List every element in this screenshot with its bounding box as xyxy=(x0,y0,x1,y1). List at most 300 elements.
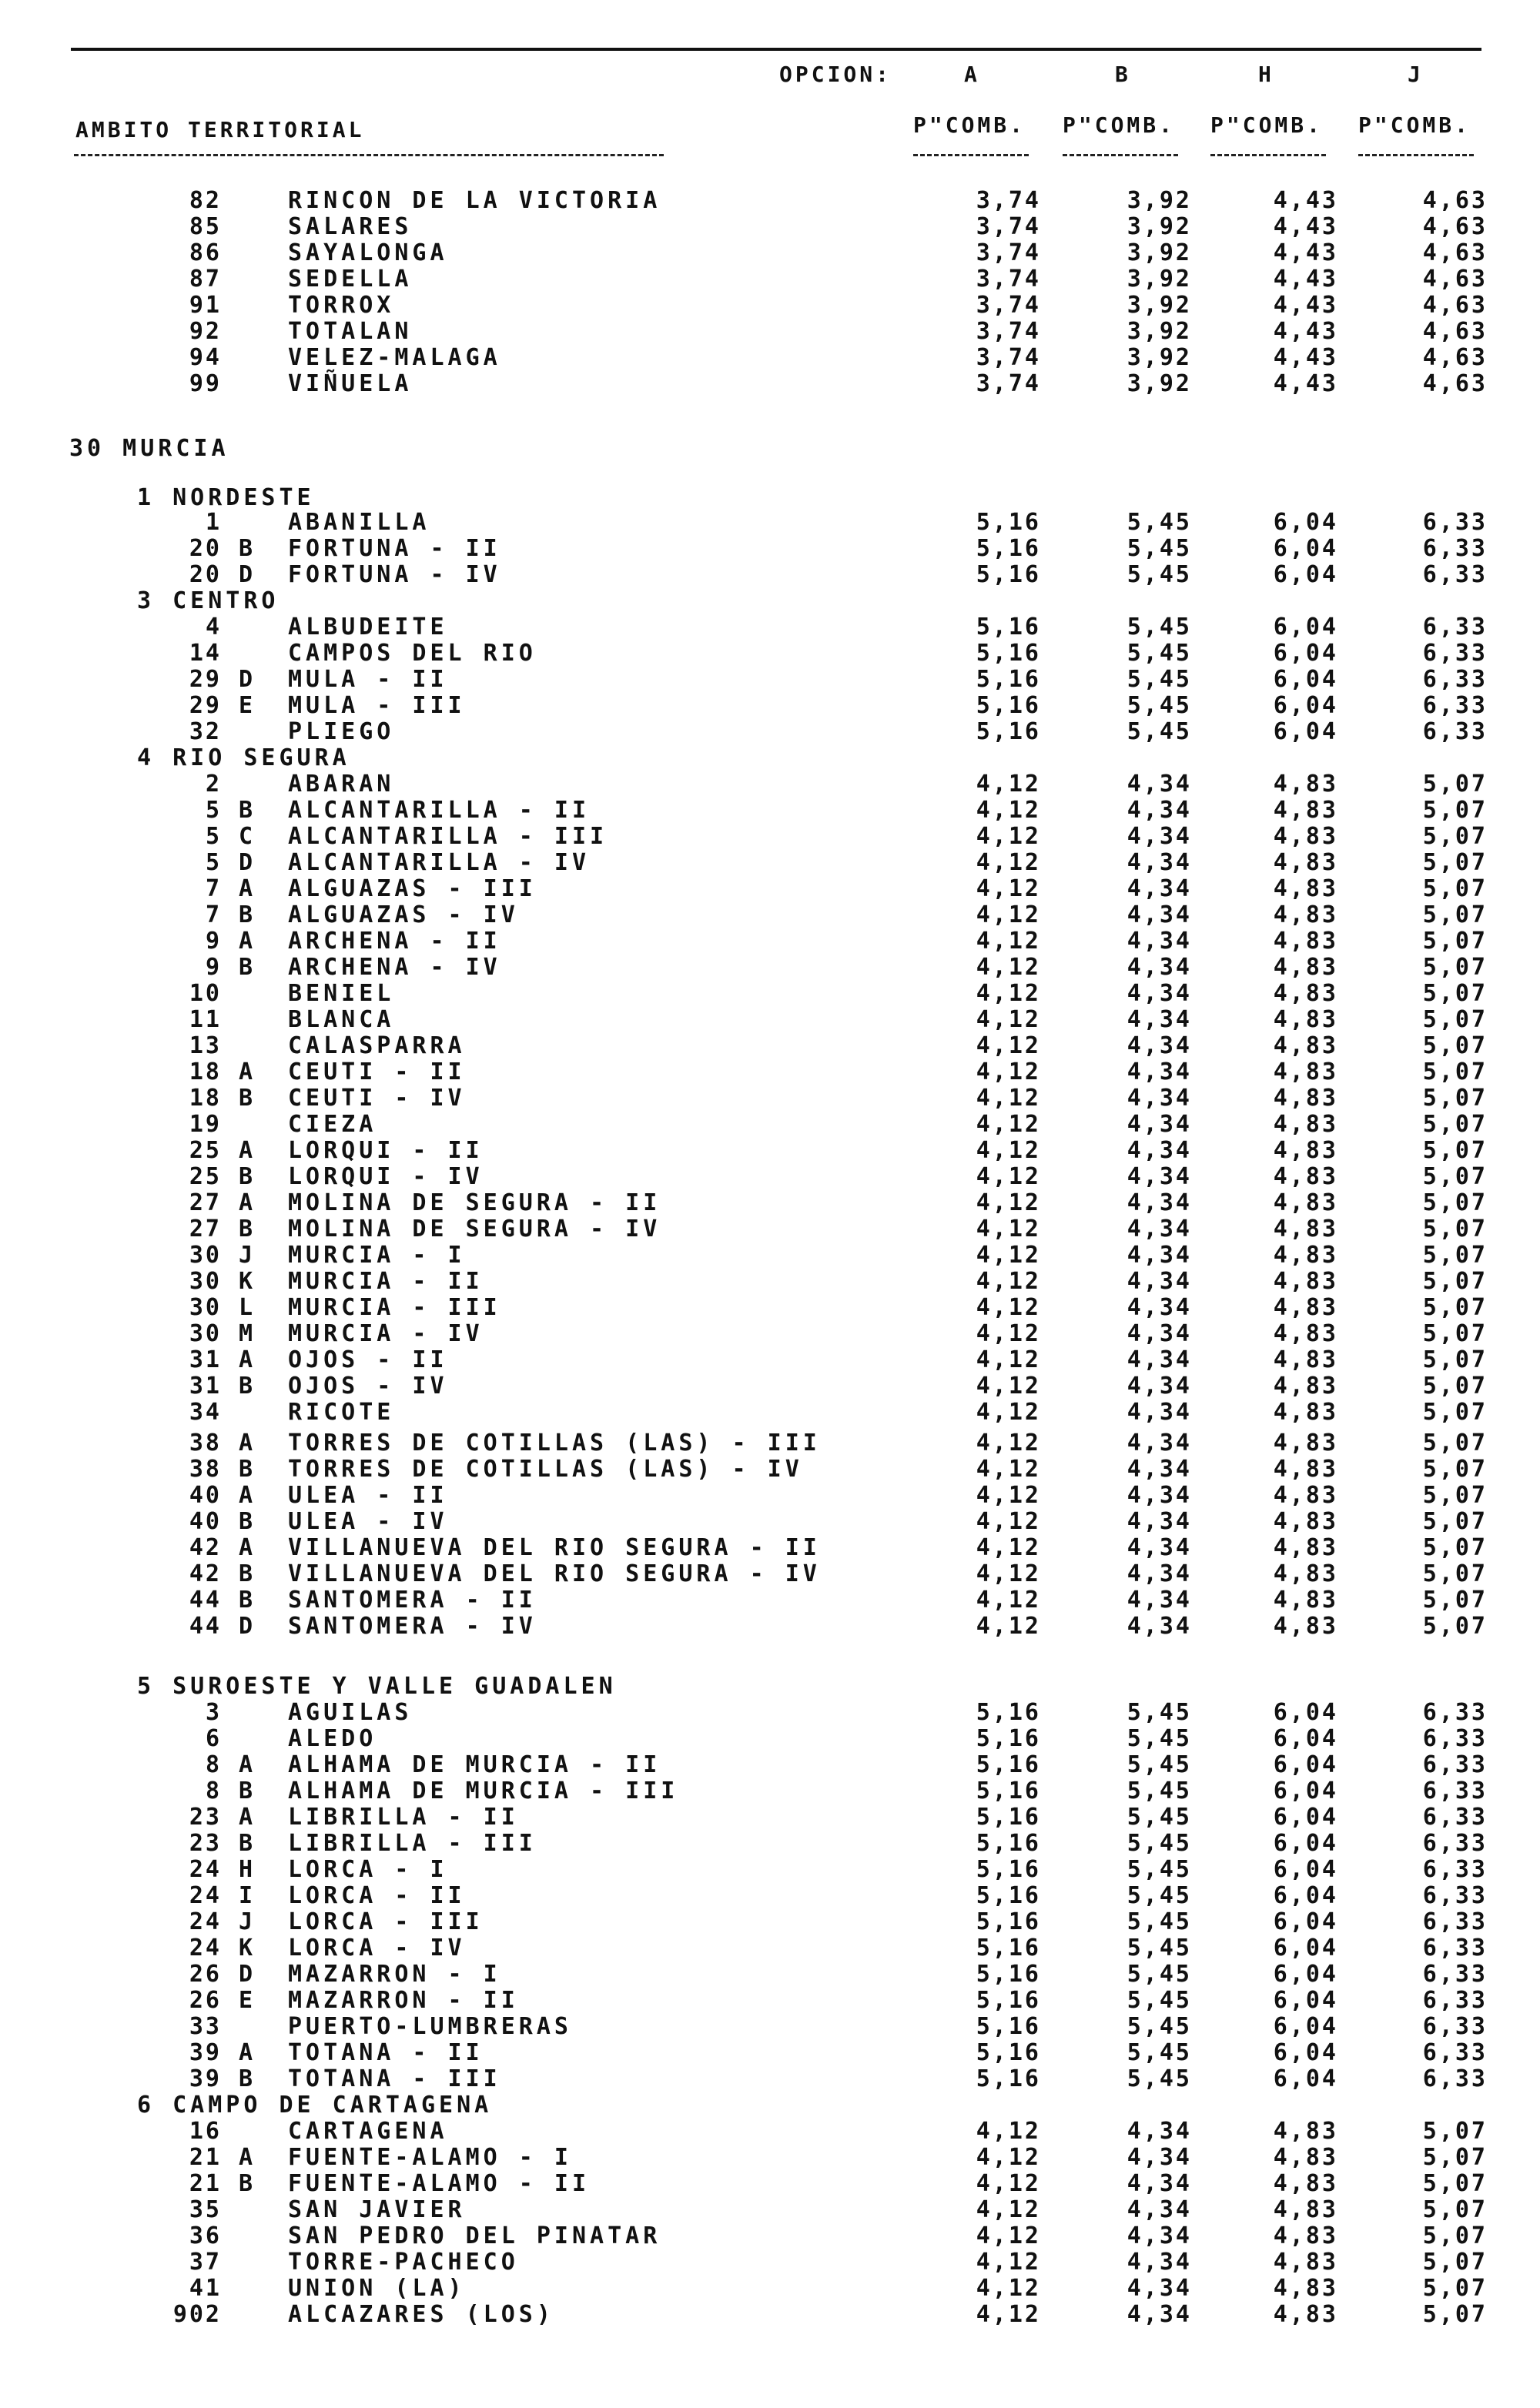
municipality-name: ULEA - IV xyxy=(288,1508,448,1535)
municipality-suffix: B xyxy=(239,954,257,981)
municipality-code: 21 xyxy=(189,2170,222,2197)
price-value-b: 4,34 xyxy=(1127,1268,1192,1295)
price-value-h: 4,43 xyxy=(1273,318,1338,345)
price-value-a: 5,16 xyxy=(976,1961,1041,1988)
municipality-name: CALASPARRA xyxy=(288,1032,466,1059)
municipality-name: CIEZA xyxy=(288,1111,377,1138)
price-value-b: 4,34 xyxy=(1127,1430,1192,1457)
municipality-suffix: A xyxy=(239,1751,257,1778)
municipality-code: 33 xyxy=(189,2013,222,2040)
col-label-j: P"COMB. xyxy=(1358,112,1471,138)
municipality-suffix: J xyxy=(239,1242,257,1269)
price-value-b: 5,45 xyxy=(1127,509,1192,536)
price-value-a: 4,12 xyxy=(976,1560,1041,1587)
municipality-code: 31 xyxy=(189,1346,222,1373)
municipality-code: 41 xyxy=(189,2275,222,2302)
municipality-code: 32 xyxy=(189,718,222,745)
price-value-b: 5,45 xyxy=(1127,1882,1192,1909)
municipality-code: 7 xyxy=(205,901,222,928)
price-value-b: 4,34 xyxy=(1127,2170,1192,2197)
price-value-a: 4,12 xyxy=(976,954,1041,981)
price-value-a: 4,12 xyxy=(976,1059,1041,1085)
price-value-b: 4,34 xyxy=(1127,1346,1192,1373)
municipality-suffix: C xyxy=(239,823,257,850)
price-value-b: 5,45 xyxy=(1127,561,1192,588)
municipality-code: 30 xyxy=(189,1294,222,1321)
price-value-a: 4,12 xyxy=(976,2196,1041,2223)
municipality-suffix: I xyxy=(239,1882,257,1909)
municipality-code: 29 xyxy=(189,666,222,693)
price-value-h: 4,83 xyxy=(1273,2249,1338,2276)
price-value-a: 5,16 xyxy=(976,2039,1041,2066)
municipality-name: ABANILLA xyxy=(288,509,430,536)
price-value-a: 5,16 xyxy=(976,1882,1041,1909)
municipality-code: 18 xyxy=(189,1059,222,1085)
price-value-h: 6,04 xyxy=(1273,1961,1338,1988)
price-value-h: 4,83 xyxy=(1273,2222,1338,2249)
municipality-name: ULEA - II xyxy=(288,1482,448,1509)
municipality-suffix: B xyxy=(239,1085,257,1112)
price-value-h: 4,83 xyxy=(1273,980,1338,1007)
price-value-b: 4,34 xyxy=(1127,823,1192,850)
municipality-name: TORROX xyxy=(288,292,395,319)
price-value-h: 4,83 xyxy=(1273,1482,1338,1509)
price-value-j: 5,07 xyxy=(1422,928,1488,955)
price-value-h: 4,43 xyxy=(1273,213,1338,240)
municipality-name: ALGUAZAS - IV xyxy=(288,901,519,928)
price-value-b: 3,92 xyxy=(1127,292,1192,319)
price-value-b: 5,45 xyxy=(1127,692,1192,719)
municipality-code: 23 xyxy=(189,1830,222,1857)
municipality-name: SAN JAVIER xyxy=(288,2196,466,2223)
price-value-a: 5,16 xyxy=(976,640,1041,667)
price-value-a: 5,16 xyxy=(976,1804,1041,1831)
municipality-name: ALHAMA DE MURCIA - II xyxy=(288,1751,661,1778)
municipality-name: MURCIA - II xyxy=(288,1268,484,1295)
municipality-code: 5 xyxy=(205,797,222,824)
municipality-code: 8 xyxy=(205,1751,222,1778)
price-value-h: 6,04 xyxy=(1273,2013,1338,2040)
municipality-code: 82 xyxy=(189,187,222,214)
municipality-code: 7 xyxy=(205,875,222,902)
price-value-j: 6,33 xyxy=(1422,509,1488,536)
price-value-j: 5,07 xyxy=(1422,954,1488,981)
price-value-h: 4,83 xyxy=(1273,1242,1338,1269)
municipality-name: LIBRILLA - III xyxy=(288,1830,537,1857)
price-value-j: 5,07 xyxy=(1422,1456,1488,1483)
municipality-suffix: A xyxy=(239,1804,257,1831)
price-value-b: 4,34 xyxy=(1127,2249,1192,2276)
municipality-name: VILLANUEVA DEL RIO SEGURA - IV xyxy=(288,1560,821,1587)
price-value-b: 4,34 xyxy=(1127,875,1192,902)
price-value-h: 4,43 xyxy=(1273,187,1338,214)
price-value-a: 4,12 xyxy=(976,928,1041,955)
price-value-h: 6,04 xyxy=(1273,1882,1338,1909)
price-value-a: 4,12 xyxy=(976,1430,1041,1457)
municipality-name: SAYALONGA xyxy=(288,239,448,266)
municipality-code: 5 xyxy=(205,849,222,876)
price-value-b: 4,34 xyxy=(1127,980,1192,1007)
price-value-a: 5,16 xyxy=(976,666,1041,693)
price-value-b: 5,45 xyxy=(1127,1778,1192,1804)
municipality-name: ALCANTARILLA - IV xyxy=(288,849,591,876)
municipality-name: SANTOMERA - II xyxy=(288,1587,537,1614)
price-value-h: 6,04 xyxy=(1273,692,1338,719)
price-value-a: 4,12 xyxy=(976,2144,1041,2171)
price-value-h: 4,83 xyxy=(1273,1587,1338,1614)
price-value-a: 4,12 xyxy=(976,849,1041,876)
price-value-h: 4,83 xyxy=(1273,1399,1338,1426)
municipality-suffix: K xyxy=(239,1935,257,1962)
option-a: A xyxy=(964,62,980,87)
price-value-a: 5,16 xyxy=(976,1751,1041,1778)
price-value-b: 4,34 xyxy=(1127,1294,1192,1321)
price-value-b: 4,34 xyxy=(1127,1560,1192,1587)
price-value-b: 4,34 xyxy=(1127,1189,1192,1216)
price-value-j: 6,33 xyxy=(1422,1961,1488,1988)
price-value-b: 4,34 xyxy=(1127,1216,1192,1242)
price-value-h: 4,83 xyxy=(1273,1189,1338,1216)
price-value-j: 5,07 xyxy=(1422,1189,1488,1216)
municipality-suffix: L xyxy=(239,1294,257,1321)
price-value-h: 4,43 xyxy=(1273,370,1338,397)
price-value-a: 3,74 xyxy=(976,292,1041,319)
price-value-j: 5,07 xyxy=(1422,2301,1488,2328)
municipality-code: 44 xyxy=(189,1587,222,1614)
price-value-a: 4,12 xyxy=(976,1268,1041,1295)
municipality-suffix: J xyxy=(239,1908,257,1935)
municipality-name: ALBUDEITE xyxy=(288,614,448,640)
price-value-h: 4,43 xyxy=(1273,344,1338,371)
municipality-suffix: D xyxy=(239,1613,257,1640)
price-value-a: 5,16 xyxy=(976,1987,1041,2014)
municipality-code: 20 xyxy=(189,561,222,588)
municipality-name: PLIEGO xyxy=(288,718,395,745)
municipality-code: 30 xyxy=(189,1320,222,1347)
municipality-suffix: A xyxy=(239,1534,257,1561)
price-value-a: 4,12 xyxy=(976,1346,1041,1373)
municipality-code: 85 xyxy=(189,213,222,240)
price-value-h: 4,83 xyxy=(1273,875,1338,902)
price-value-j: 5,07 xyxy=(1422,1137,1488,1164)
price-value-a: 5,16 xyxy=(976,535,1041,562)
municipality-name: CEUTI - II xyxy=(288,1059,466,1085)
municipality-name: ALEDO xyxy=(288,1725,377,1752)
municipality-code: 39 xyxy=(189,2065,222,2092)
municipality-suffix: B xyxy=(239,1456,257,1483)
price-value-h: 4,83 xyxy=(1273,1430,1338,1457)
municipality-code: 35 xyxy=(189,2196,222,2223)
price-value-b: 4,34 xyxy=(1127,1032,1192,1059)
municipality-code: 13 xyxy=(189,1032,222,1059)
municipality-name: SALARES xyxy=(288,213,413,240)
municipality-name: MULA - III xyxy=(288,692,466,719)
price-value-j: 5,07 xyxy=(1422,1006,1488,1033)
price-value-a: 4,12 xyxy=(976,1189,1041,1216)
price-value-j: 5,07 xyxy=(1422,849,1488,876)
price-value-a: 4,12 xyxy=(976,1216,1041,1242)
price-value-j: 6,33 xyxy=(1422,692,1488,719)
price-value-j: 5,07 xyxy=(1422,1268,1488,1295)
price-value-j: 5,07 xyxy=(1422,2222,1488,2249)
price-value-a: 4,12 xyxy=(976,2301,1041,2328)
price-value-b: 4,34 xyxy=(1127,1456,1192,1483)
price-value-h: 6,04 xyxy=(1273,561,1338,588)
price-value-j: 5,07 xyxy=(1422,1085,1488,1112)
municipality-code: 31 xyxy=(189,1373,222,1400)
price-value-h: 6,04 xyxy=(1273,1935,1338,1962)
comarca-heading: 3 CENTRO xyxy=(137,587,280,614)
price-value-h: 4,83 xyxy=(1273,2170,1338,2197)
municipality-name: MOLINA DE SEGURA - IV xyxy=(288,1216,661,1242)
price-value-a: 4,12 xyxy=(976,1163,1041,1190)
price-value-j: 5,07 xyxy=(1422,980,1488,1007)
price-value-j: 5,07 xyxy=(1422,1059,1488,1085)
municipality-name: SEDELLA xyxy=(288,266,413,293)
price-value-h: 4,83 xyxy=(1273,1294,1338,1321)
price-value-h: 4,83 xyxy=(1273,1534,1338,1561)
price-value-a: 4,12 xyxy=(976,797,1041,824)
price-value-j: 5,07 xyxy=(1422,2275,1488,2302)
price-value-j: 5,07 xyxy=(1422,1111,1488,1138)
price-value-h: 4,83 xyxy=(1273,901,1338,928)
price-value-j: 5,07 xyxy=(1422,1587,1488,1614)
price-value-j: 6,33 xyxy=(1422,1699,1488,1726)
price-value-a: 4,12 xyxy=(976,1320,1041,1347)
price-value-j: 6,33 xyxy=(1422,1987,1488,2014)
municipality-code: 99 xyxy=(189,370,222,397)
municipality-suffix: B xyxy=(239,1373,257,1400)
municipality-name: BLANCA xyxy=(288,1006,395,1033)
price-value-h: 4,43 xyxy=(1273,266,1338,293)
municipality-suffix: A xyxy=(239,2039,257,2066)
price-value-h: 6,04 xyxy=(1273,2039,1338,2066)
price-value-a: 4,12 xyxy=(976,1242,1041,1269)
municipality-suffix: H xyxy=(239,1856,257,1883)
municipality-code: 5 xyxy=(205,823,222,850)
price-value-j: 5,07 xyxy=(1422,797,1488,824)
price-value-h: 4,83 xyxy=(1273,797,1338,824)
municipality-name: SANTOMERA - IV xyxy=(288,1613,537,1640)
price-value-j: 5,07 xyxy=(1422,901,1488,928)
municipality-suffix: A xyxy=(239,928,257,955)
municipality-name: FUENTE-ALAMO - II xyxy=(288,2170,591,2197)
price-value-a: 5,16 xyxy=(976,692,1041,719)
municipality-code: 91 xyxy=(189,292,222,319)
price-value-b: 4,34 xyxy=(1127,1534,1192,1561)
price-value-h: 6,04 xyxy=(1273,2065,1338,2092)
price-value-a: 4,12 xyxy=(976,980,1041,1007)
price-value-h: 4,83 xyxy=(1273,1032,1338,1059)
municipality-name: ABARAN xyxy=(288,771,395,798)
price-value-a: 4,12 xyxy=(976,771,1041,798)
price-value-j: 6,33 xyxy=(1422,1804,1488,1831)
municipality-name: MAZARRON - II xyxy=(288,1987,519,2014)
price-value-j: 5,07 xyxy=(1422,823,1488,850)
municipality-name: RICOTE xyxy=(288,1399,395,1426)
municipality-name: LORCA - IV xyxy=(288,1935,466,1962)
municipality-code: 6 xyxy=(205,1725,222,1752)
price-value-j: 5,07 xyxy=(1422,1320,1488,1347)
price-value-j: 6,33 xyxy=(1422,1908,1488,1935)
municipality-code: 40 xyxy=(189,1508,222,1535)
price-value-b: 5,45 xyxy=(1127,1856,1192,1883)
price-value-j: 6,33 xyxy=(1422,718,1488,745)
municipality-name: LORCA - I xyxy=(288,1856,448,1883)
municipality-suffix: D xyxy=(239,1961,257,1988)
price-value-a: 4,12 xyxy=(976,823,1041,850)
price-value-b: 4,34 xyxy=(1127,1085,1192,1112)
municipality-name: MOLINA DE SEGURA - II xyxy=(288,1189,661,1216)
price-value-b: 4,34 xyxy=(1127,1320,1192,1347)
col-a-underline xyxy=(913,154,1029,156)
opcion-label: OPCION: xyxy=(779,62,892,87)
col-j-underline xyxy=(1358,154,1474,156)
price-value-b: 4,34 xyxy=(1127,1587,1192,1614)
price-value-a: 4,12 xyxy=(976,1534,1041,1561)
price-value-b: 4,34 xyxy=(1127,954,1192,981)
price-value-a: 3,74 xyxy=(976,187,1041,214)
price-value-j: 5,07 xyxy=(1422,1163,1488,1190)
price-value-b: 3,92 xyxy=(1127,239,1192,266)
price-value-a: 4,12 xyxy=(976,875,1041,902)
municipality-code: 25 xyxy=(189,1137,222,1164)
province-heading: 30 MURCIA xyxy=(69,435,229,462)
municipality-suffix: B xyxy=(239,2065,257,2092)
price-value-h: 4,83 xyxy=(1273,954,1338,981)
municipality-name: CEUTI - IV xyxy=(288,1085,466,1112)
price-value-b: 5,45 xyxy=(1127,1908,1192,1935)
price-value-a: 4,12 xyxy=(976,1294,1041,1321)
municipality-suffix: A xyxy=(239,1430,257,1457)
municipality-code: 39 xyxy=(189,2039,222,2066)
municipality-name: OJOS - II xyxy=(288,1346,448,1373)
price-value-j: 5,07 xyxy=(1422,1294,1488,1321)
price-value-h: 6,04 xyxy=(1273,1987,1338,2014)
price-value-j: 5,07 xyxy=(1422,1373,1488,1400)
municipality-code: 4 xyxy=(205,614,222,640)
municipality-name: LORQUI - IV xyxy=(288,1163,484,1190)
price-value-h: 4,83 xyxy=(1273,849,1338,876)
municipality-code: 10 xyxy=(189,980,222,1007)
price-value-j: 6,33 xyxy=(1422,535,1488,562)
price-value-j: 5,07 xyxy=(1422,1482,1488,1509)
municipality-name: RINCON DE LA VICTORIA xyxy=(288,187,661,214)
price-value-a: 4,12 xyxy=(976,1111,1041,1138)
price-value-h: 4,83 xyxy=(1273,1163,1338,1190)
price-value-j: 5,07 xyxy=(1422,771,1488,798)
municipality-code: 24 xyxy=(189,1908,222,1935)
municipality-name: CAMPOS DEL RIO xyxy=(288,640,537,667)
col-label-a: P"COMB. xyxy=(913,112,1026,138)
price-value-h: 4,83 xyxy=(1273,1560,1338,1587)
price-value-j: 5,07 xyxy=(1422,1430,1488,1457)
price-value-b: 5,45 xyxy=(1127,1987,1192,2014)
price-value-h: 6,04 xyxy=(1273,614,1338,640)
municipality-suffix: A xyxy=(239,1189,257,1216)
price-value-a: 5,16 xyxy=(976,561,1041,588)
municipality-name: MURCIA - III xyxy=(288,1294,501,1321)
municipality-name: ARCHENA - II xyxy=(288,928,501,955)
price-value-a: 4,12 xyxy=(976,1085,1041,1112)
price-value-b: 4,34 xyxy=(1127,1111,1192,1138)
price-value-j: 5,07 xyxy=(1422,2118,1488,2145)
price-value-j: 5,07 xyxy=(1422,2196,1488,2223)
price-value-b: 3,92 xyxy=(1127,266,1192,293)
price-value-b: 4,34 xyxy=(1127,2144,1192,2171)
price-value-h: 4,83 xyxy=(1273,1346,1338,1373)
price-value-h: 4,83 xyxy=(1273,1508,1338,1535)
price-value-b: 5,45 xyxy=(1127,1725,1192,1752)
price-value-a: 3,74 xyxy=(976,213,1041,240)
price-value-j: 5,07 xyxy=(1422,2144,1488,2171)
municipality-code: 21 xyxy=(189,2144,222,2171)
price-value-j: 5,07 xyxy=(1422,875,1488,902)
municipality-suffix: E xyxy=(239,692,257,719)
price-value-b: 4,34 xyxy=(1127,797,1192,824)
municipality-code: 42 xyxy=(189,1560,222,1587)
price-value-a: 3,74 xyxy=(976,370,1041,397)
municipality-name: VELEZ-MALAGA xyxy=(288,344,501,371)
price-value-b: 4,34 xyxy=(1127,1163,1192,1190)
price-value-a: 4,12 xyxy=(976,1587,1041,1614)
price-value-b: 4,34 xyxy=(1127,1137,1192,1164)
price-value-j: 5,07 xyxy=(1422,1242,1488,1269)
price-value-b: 5,45 xyxy=(1127,2013,1192,2040)
price-value-b: 4,34 xyxy=(1127,1059,1192,1085)
col-b-underline xyxy=(1063,154,1178,156)
price-value-j: 5,07 xyxy=(1422,2170,1488,2197)
price-value-h: 6,04 xyxy=(1273,1725,1338,1752)
comarca-heading: 4 RIO SEGURA xyxy=(137,744,350,771)
municipality-code: 2 xyxy=(205,771,222,798)
municipality-name: SAN PEDRO DEL PINATAR xyxy=(288,2222,661,2249)
municipality-code: 25 xyxy=(189,1163,222,1190)
municipality-suffix: B xyxy=(239,535,257,562)
price-value-h: 6,04 xyxy=(1273,509,1338,536)
ambito-territorial-label: AMBITO TERRITORIAL xyxy=(75,117,365,142)
top-rule xyxy=(71,48,1481,51)
price-value-b: 4,34 xyxy=(1127,2118,1192,2145)
price-value-a: 5,16 xyxy=(976,2013,1041,2040)
municipality-name: LORCA - III xyxy=(288,1908,484,1935)
municipality-code: 26 xyxy=(189,1961,222,1988)
price-value-h: 6,04 xyxy=(1273,718,1338,745)
price-value-h: 4,83 xyxy=(1273,2118,1338,2145)
price-value-h: 4,83 xyxy=(1273,1456,1338,1483)
price-value-b: 3,92 xyxy=(1127,344,1192,371)
price-value-j: 5,07 xyxy=(1422,1560,1488,1587)
price-value-b: 3,92 xyxy=(1127,370,1192,397)
price-value-j: 6,33 xyxy=(1422,1830,1488,1857)
price-value-b: 4,34 xyxy=(1127,1006,1192,1033)
municipality-code: 37 xyxy=(189,2249,222,2276)
municipality-name: ALCAZARES (LOS) xyxy=(288,2301,554,2328)
price-value-h: 4,83 xyxy=(1273,1059,1338,1085)
price-value-a: 4,12 xyxy=(976,1399,1041,1426)
municipality-name: MURCIA - I xyxy=(288,1242,466,1269)
price-value-a: 4,12 xyxy=(976,1613,1041,1640)
price-value-h: 6,04 xyxy=(1273,666,1338,693)
price-value-j: 6,33 xyxy=(1422,614,1488,640)
price-value-a: 4,12 xyxy=(976,1373,1041,1400)
municipality-suffix: B xyxy=(239,1587,257,1614)
price-value-a: 3,74 xyxy=(976,318,1041,345)
municipality-name: MAZARRON - I xyxy=(288,1961,501,1988)
price-value-a: 4,12 xyxy=(976,2275,1041,2302)
municipality-name: TOTANA - II xyxy=(288,2039,484,2066)
price-value-h: 4,83 xyxy=(1273,2196,1338,2223)
